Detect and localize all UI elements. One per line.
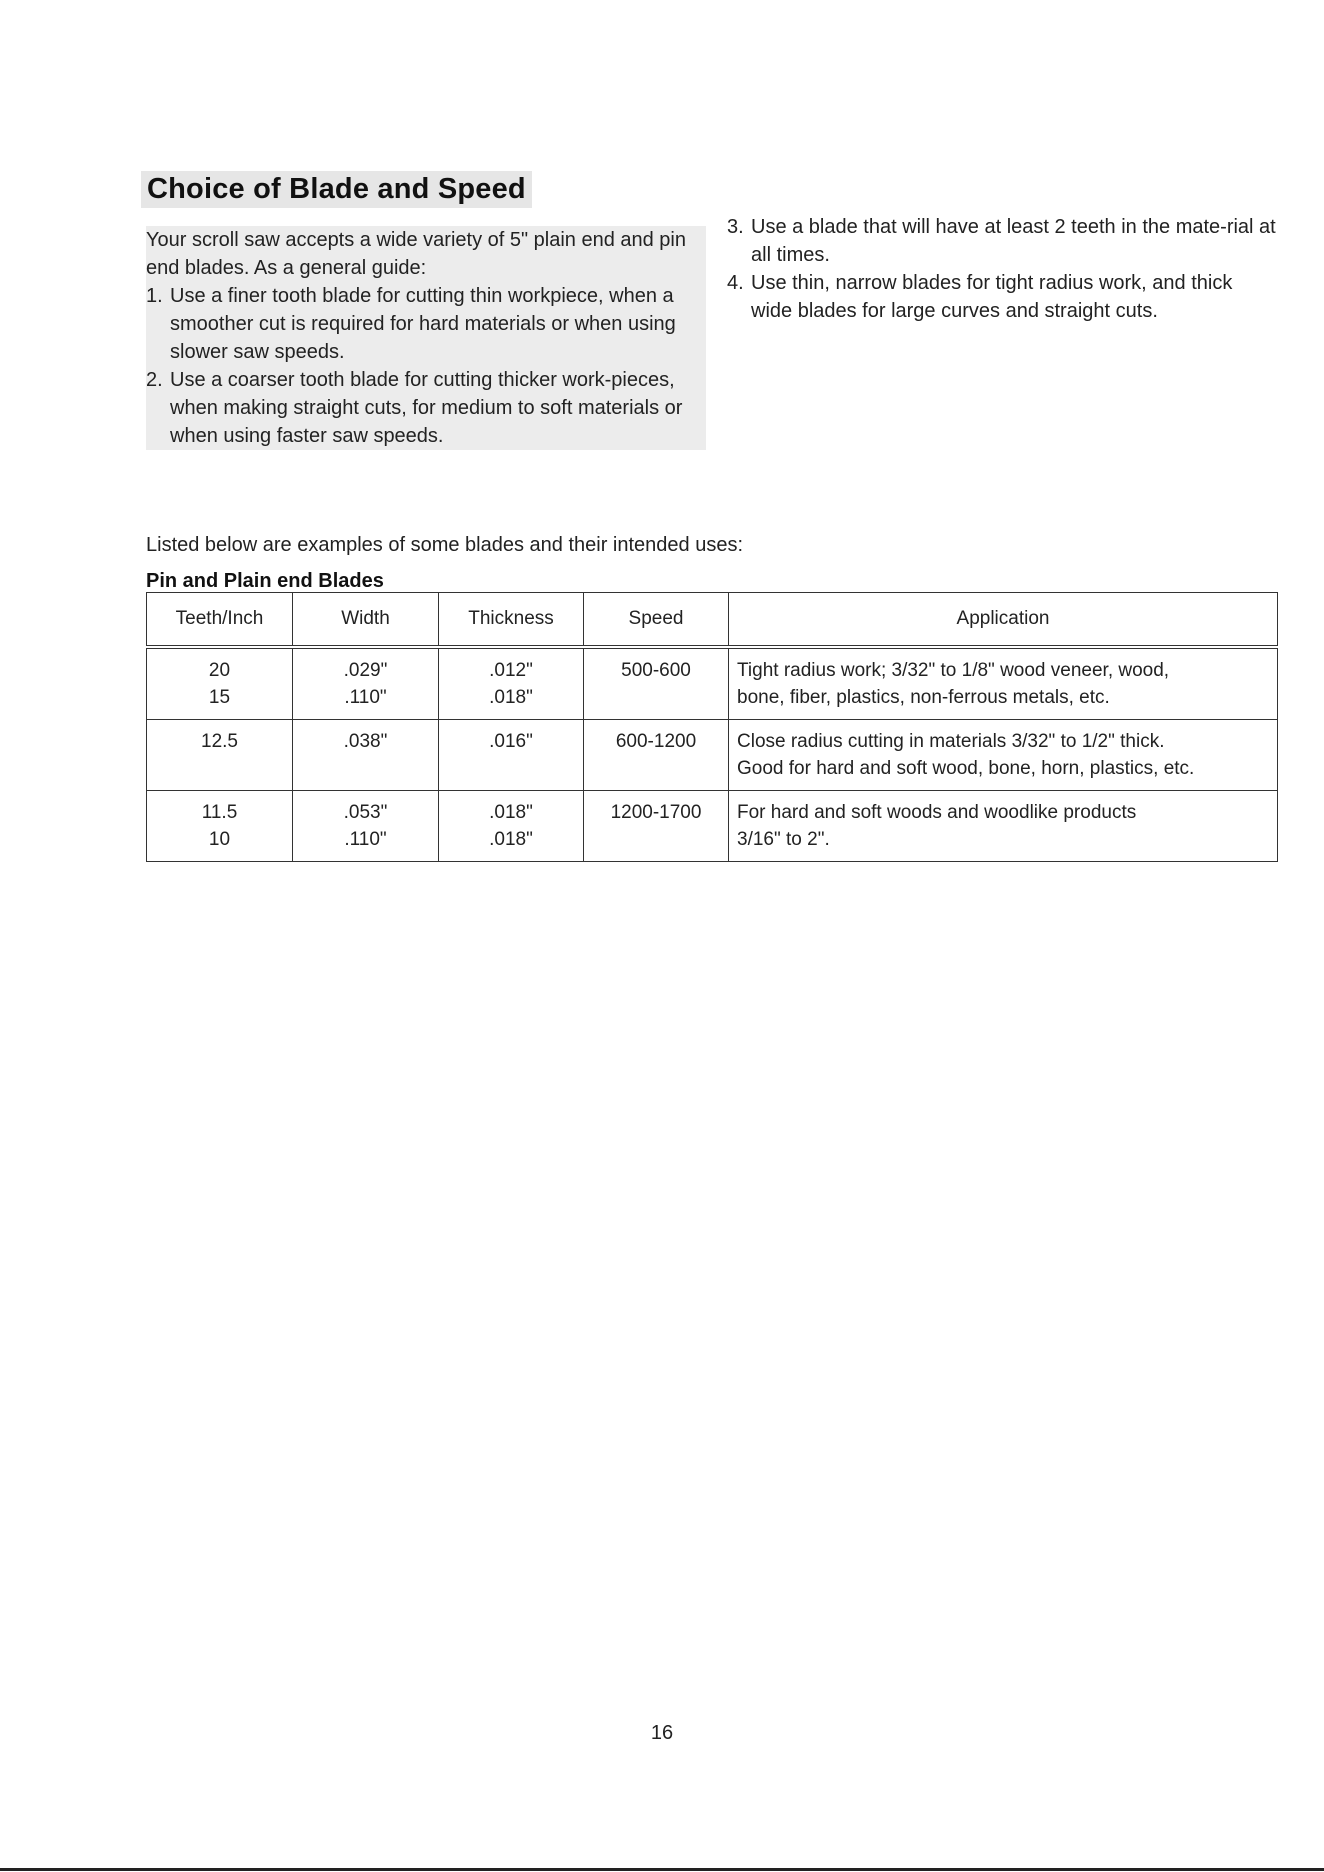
cell-speed: 500-600: [584, 647, 729, 720]
header-width: Width: [293, 593, 439, 648]
section-heading: Choice of Blade and Speed: [141, 171, 532, 208]
table-intro: Listed below are examples of some blades and their intended uses:: [146, 534, 744, 556]
page-number: 16: [650, 1722, 674, 1744]
intro-paragraph: Your scroll saw accepts a wide variety of 5" plain end and pin end blades. As a general guide:: [146, 226, 706, 282]
cell-teeth: 12.5: [147, 720, 293, 791]
header-application: Application: [729, 593, 1278, 648]
guideline-list-right: [727, 213, 1277, 325]
cell-teeth: 20 15: [147, 647, 293, 720]
cell-speed: 600-1200: [584, 720, 729, 791]
cell-thickness: .018" .018": [439, 791, 584, 862]
table-header-row: [147, 593, 1278, 648]
guideline-item: [727, 213, 1277, 269]
guideline-number: 1.: [146, 285, 163, 307]
cell-width: .038": [293, 720, 439, 791]
cell-width: .029" .110": [293, 647, 439, 720]
guideline-number: 2.: [146, 369, 163, 391]
cell-application: Close radius cutting in materials 3/32" to 1/2" thick. Good for hard and soft wood, bone, horn, plastics, etc.: [729, 720, 1278, 791]
guideline-list-left: [146, 282, 706, 450]
guideline-item: [727, 269, 1277, 325]
cell-application: For hard and soft woods and woodlike products 3/16" to 2".: [729, 791, 1278, 862]
cell-thickness: .016": [439, 720, 584, 791]
header-thickness: Thickness: [439, 593, 584, 648]
right-column: [727, 213, 1277, 325]
guideline-number: 3.: [727, 216, 744, 238]
left-column: [146, 226, 706, 450]
cell-width: .053" .110": [293, 791, 439, 862]
cell-speed: 1200-1700: [584, 791, 729, 862]
page-bottom-rule: [0, 1868, 1324, 1871]
guideline-text: Use a finer tooth blade for cutting thin workpiece, when a smoother cut is required for hard materials or when using slower saw speeds.: [170, 285, 676, 363]
cell-teeth: 11.5 10: [147, 791, 293, 862]
table-row: [147, 647, 1278, 720]
table-row: [147, 720, 1278, 791]
table-row: [147, 791, 1278, 862]
guideline-item: [146, 282, 706, 366]
guideline-number: 4.: [727, 272, 744, 294]
header-teeth: Teeth/Inch: [147, 593, 293, 648]
blades-table: [146, 592, 1278, 862]
guideline-text: Use a blade that will have at least 2 teeth in the mate-rial at all times.: [751, 216, 1276, 266]
cell-application: Tight radius work; 3/32" to 1/8" wood veneer, wood, bone, fiber, plastics, non-ferrous metals, etc.: [729, 647, 1278, 720]
guideline-text: Use a coarser tooth blade for cutting thicker work-pieces, when making straight cuts, for medium to soft materials or when using faster saw speeds.: [170, 369, 683, 447]
cell-thickness: .012" .018": [439, 647, 584, 720]
table-title: Pin and Plain end Blades: [146, 570, 384, 592]
header-speed: Speed: [584, 593, 729, 648]
guideline-text: Use thin, narrow blades for tight radius work, and thick wide blades for large curves and straight cuts.: [751, 272, 1233, 322]
guideline-item: [146, 366, 706, 450]
